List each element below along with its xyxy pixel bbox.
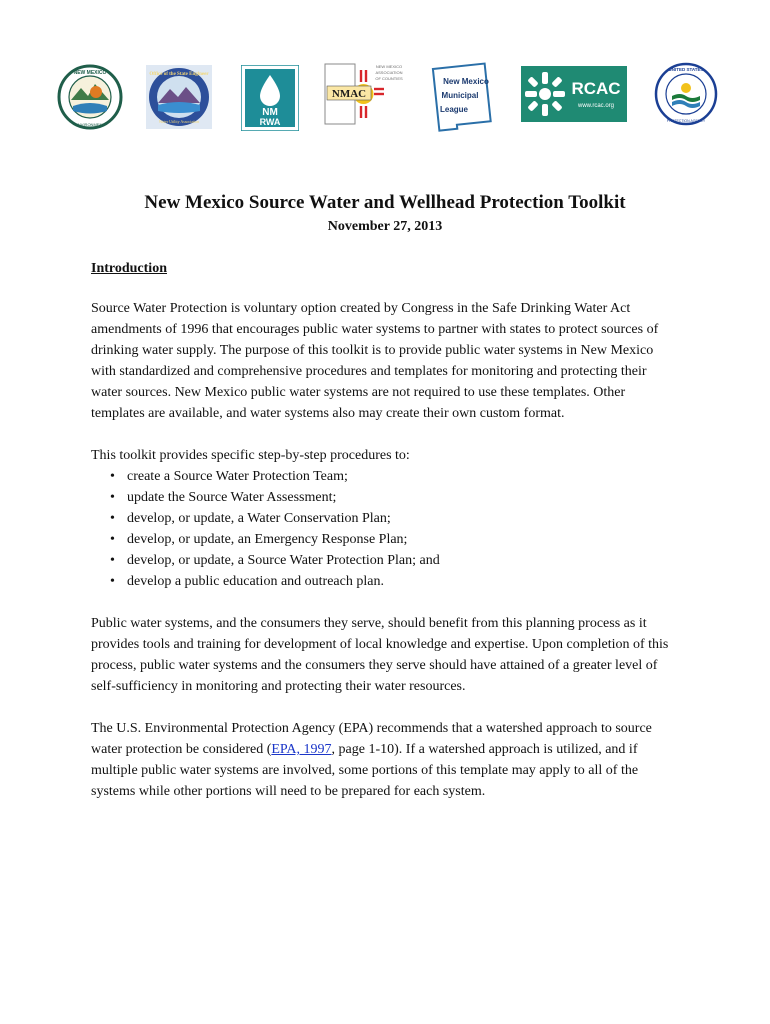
svg-text:League: League — [439, 105, 469, 114]
svg-text:ASSOCIATION: ASSOCIATION — [375, 70, 403, 75]
svg-text:UNITED STATES: UNITED STATES — [668, 67, 704, 72]
list-intro: This toolkit provides specific step-by-step procedures to: — [91, 448, 410, 463]
nm-municipal-league-logo — [430, 62, 496, 132]
svg-text:PROTECTION AGENCY: PROTECTION AGENCY — [666, 119, 706, 123]
svg-text:NMAC: NMAC — [331, 88, 367, 100]
watershed-text-start: The U.S. Environmental Protection Agency (EPA) recommends that a watershed approach to source water protection be considered ( — [91, 721, 652, 757]
watershed-paragraph — [91, 718, 679, 802]
nmac-logo — [321, 60, 403, 132]
epa-logo — [654, 62, 718, 126]
section-heading-introduction: Introduction — [91, 261, 167, 276]
nmrwa-logo — [241, 65, 299, 131]
epa-1997-link[interactable]: EPA, 1997 — [271, 742, 332, 757]
svg-text:RCAC: RCAC — [571, 79, 621, 98]
svg-text:OF COUNTIES: OF COUNTIES — [375, 76, 403, 81]
document-date: November 27, 2013 — [327, 219, 443, 234]
svg-text:New Mexico: New Mexico — [443, 77, 489, 86]
list-item: • develop, or update, an Emergency Response Plan; — [127, 529, 679, 550]
svg-text:www.rcac.org: www.rcac.org — [577, 103, 615, 109]
benefits-paragraph: Public water systems, and the consumers they serve, should benefit from this planning process as it provides tools and training for development of local knowledge and expertise. Upon completion of this process, public water systems and the consumers they serve should have attained of a greater level of self-sufficiency in monitoring and protecting their water resources. — [91, 616, 669, 694]
logo-banner — [0, 60, 770, 132]
list-item: • develop, or update, a Source Water Protection Plan; and — [127, 550, 679, 571]
document-title: New Mexico Source Water and Wellhead Protection Toolkit — [144, 192, 626, 213]
water-utilities-logo — [146, 65, 212, 129]
list-item: • develop, or update, a Water Conservation Plan; — [127, 508, 679, 529]
svg-text:NEW MEXICO: NEW MEXICO — [375, 64, 403, 69]
nmed-logo — [57, 64, 123, 130]
rcac-logo — [521, 66, 627, 122]
svg-text:RWA: RWA — [259, 117, 281, 127]
svg-text:Municipal: Municipal — [441, 91, 479, 100]
svg-text:Water Utility Association: Water Utility Association — [158, 119, 200, 124]
list-item: • update the Source Water Assessment; — [127, 487, 679, 508]
svg-text:Office of the State Engineer: Office of the State Engineer — [149, 72, 209, 77]
svg-text:NM: NM — [262, 107, 278, 118]
watershed-text-end: , page 1-10). If a watershed approach is utilized, and if multiple public water systems are involved, some portions of this template may apply to all of the systems while other portions will need to be prepared for each system. — [91, 742, 639, 799]
svg-text:NEW MEXICO: NEW MEXICO — [73, 70, 107, 76]
svg-text:ENVIRONMENT: ENVIRONMENT — [75, 122, 105, 127]
list-item: • create a Source Water Protection Team; — [127, 466, 679, 487]
list-item: • develop a public education and outreach plan. — [127, 571, 679, 592]
intro-paragraph: Source Water Protection is voluntary option created by Congress in the Safe Drinking Water Act amendments of 1996 that encourages public water systems to partner with states to protect sources of drinking water supply. The purpose of this toolkit is to provide public water systems in New Mexico with standardized and comprehensive procedures and templates for monitoring and protecting their water sources. New Mexico public water systems are not required to use these templates. Other templates are available, and water systems also may create their own custom format. — [91, 301, 659, 421]
procedure-list — [91, 466, 679, 592]
document-body — [91, 258, 679, 823]
